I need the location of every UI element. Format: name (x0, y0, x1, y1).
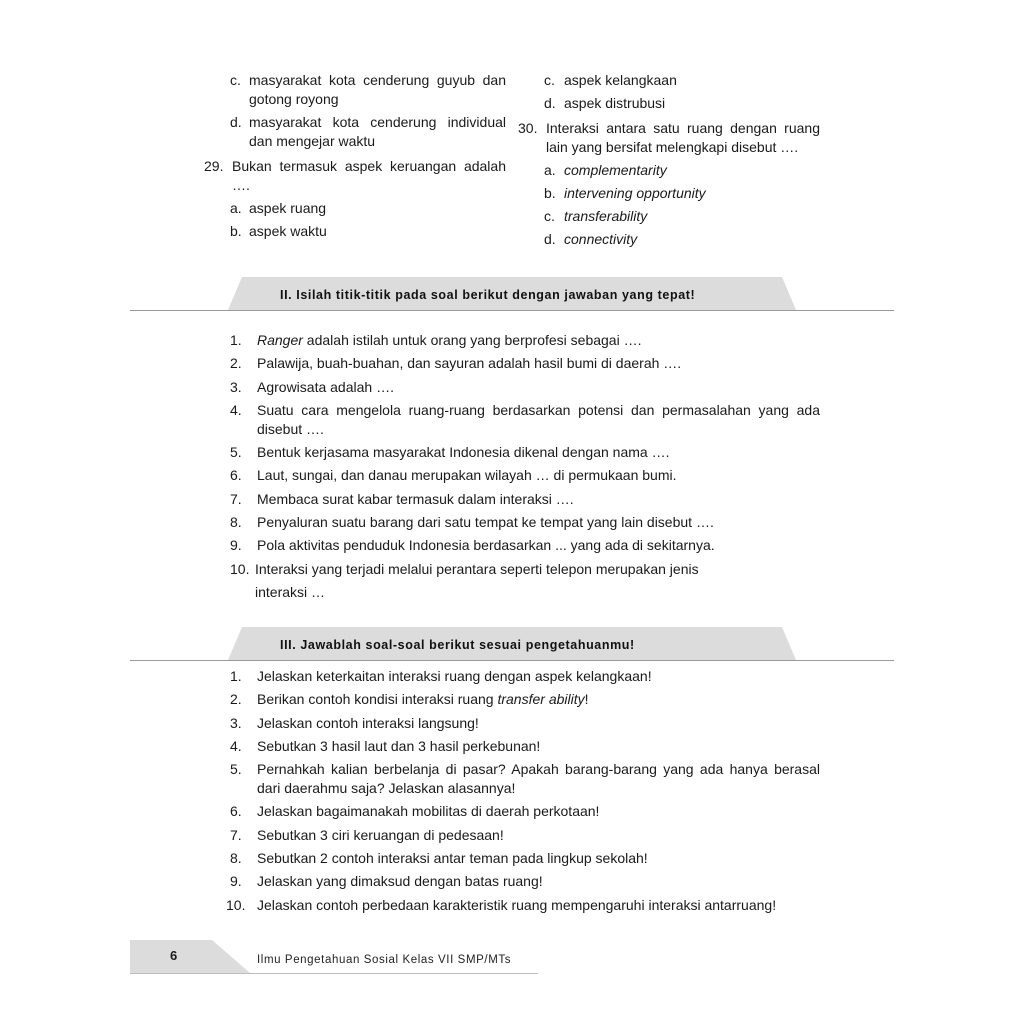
item-number: 3. (230, 378, 242, 395)
item-text: Palawija, buah-buahan, dan sayuran adalah hasil bumi di daerah …. (257, 355, 682, 372)
item-number: 7. (230, 826, 242, 843)
item-number: 8. (230, 850, 242, 867)
item-number: 3. (230, 714, 242, 731)
option-d (204, 113, 506, 151)
item-text: Pernahkah kalian berbelanja di pasar? Apakah barang-barang yang ada hanya berasal dari daerahmu saja? Jelaskan alasannya! (257, 761, 820, 797)
option-a (204, 199, 506, 218)
item-number: 5. (230, 761, 242, 778)
item-number: 5. (230, 444, 242, 461)
page-footer (130, 940, 538, 974)
list-item (230, 690, 820, 709)
option-text: connectivity (564, 231, 638, 247)
list-item (230, 667, 820, 686)
header-rule (130, 660, 894, 661)
section-2-header (130, 277, 894, 313)
page-number: 6 (170, 948, 178, 963)
list-item (230, 872, 820, 891)
item-number: 2. (230, 355, 242, 372)
item-text-end: ! (584, 691, 589, 708)
option-text: aspek kelangkaan (564, 72, 677, 88)
item-number: 1. (230, 332, 242, 348)
section-3-list (226, 667, 820, 919)
item-number: 1. (230, 668, 242, 684)
section-3-header (130, 627, 894, 663)
item-text: Jelaskan yang dimaksud dengan batas ruang! (257, 873, 543, 890)
item-text: Jelaskan bagaimanakah mobilitas di daerah perkotaan! (257, 803, 600, 820)
list-item (230, 826, 820, 845)
item-text: Suatu cara mengelola ruang-ruang berdasarkan potensi dan permasalahan yang ada disebut …. (257, 401, 820, 437)
item-number: 6. (230, 803, 242, 820)
section-2-list (230, 331, 820, 606)
right-column (518, 71, 820, 253)
item-text: Jelaskan contoh interaksi langsung! (257, 714, 479, 731)
question-number: 29. (204, 158, 224, 174)
section-3-title: III. Jawablah soal-soal berikut sesuai pengetahuanmu! (280, 638, 635, 652)
option-letter: d. (544, 231, 556, 247)
list-item (230, 331, 820, 350)
question-text: Interaksi antara satu ruang dengan ruang lain yang bersifat melengkapi disebut …. (546, 120, 820, 155)
option-c (518, 71, 820, 90)
option-letter: c. (230, 72, 241, 88)
list-item (230, 443, 820, 462)
page-number-tab (130, 940, 250, 973)
item-text: Bentuk kerjasama masyarakat Indonesia dikenal dengan nama …. (257, 444, 670, 461)
list-item (230, 378, 820, 397)
option-c (204, 71, 506, 109)
book-title: Ilmu Pengetahuan Sosial Kelas VII SMP/MTs (257, 954, 512, 966)
item-text: adalah istilah untuk orang yang berprofesi sebagai …. (302, 332, 642, 348)
option-letter: c. (544, 72, 555, 88)
item-number: 2. (230, 691, 242, 708)
option-text: masyarakat kota cenderung guyub dan gotong royong (249, 72, 506, 107)
question-text: Bukan termasuk aspek keruangan adalah …. (232, 158, 506, 193)
item-number: 4. (230, 737, 242, 754)
list-item (230, 513, 820, 532)
item-number: 9. (230, 873, 242, 890)
list-item (230, 560, 820, 602)
item-number: 8. (230, 514, 242, 531)
option-text: aspek waktu (249, 223, 327, 239)
option-text: masyarakat kota cenderung individual dan mengejar waktu (249, 114, 506, 149)
option-letter: b. (230, 223, 242, 239)
list-item (230, 849, 820, 868)
item-text: Sebutkan 3 hasil laut dan 3 hasil perkebunan! (257, 737, 541, 754)
option-b (518, 184, 820, 203)
list-item (230, 536, 820, 555)
item-text: Laut, sungai, dan danau merupakan wilayah … di permukaan bumi. (257, 467, 677, 484)
item-number: 9. (230, 537, 242, 554)
item-text: Pola aktivitas penduduk Indonesia berdasarkan ... yang ada di sekitarnya. (257, 537, 715, 554)
header-rule (130, 310, 894, 311)
option-letter: d. (230, 114, 242, 130)
item-text: Interaksi yang terjadi melalui perantara seperti telepon merupakan jenis (255, 560, 699, 577)
footer-rule (130, 973, 538, 974)
option-text: aspek ruang (249, 200, 327, 216)
item-text: Jelaskan contoh perbedaan karakteristik ruang mempengaruhi interaksi antarruang! (257, 896, 777, 913)
option-letter: d. (544, 95, 556, 111)
section-2-title: II. Isilah titik-titik pada soal berikut dengan jawaban yang tepat! (280, 288, 696, 302)
list-item (230, 714, 820, 733)
list-item (230, 354, 820, 373)
item-text: Sebutkan 2 contoh interaksi antar teman pada lingkup sekolah! (257, 850, 648, 867)
item-number: 10. (226, 896, 246, 913)
option-letter: c. (544, 208, 555, 224)
option-letter: a. (230, 200, 242, 216)
list-item (230, 737, 820, 756)
item-text: Jelaskan keterkaitan interaksi ruang dengan aspek kelangkaan! (257, 668, 652, 684)
item-text: Membaca surat kabar termasuk dalam interaksi …. (257, 490, 574, 507)
option-text: aspek distrubusi (564, 95, 666, 111)
question-29 (204, 157, 506, 195)
option-letter: a. (544, 162, 556, 178)
question-30 (518, 119, 820, 157)
item-number: 4. (230, 401, 242, 418)
option-text: intervening opportunity (564, 185, 706, 201)
item-text: Penyaluran suatu barang dari satu tempat ke tempat yang lain disebut …. (257, 514, 714, 531)
list-item (230, 401, 820, 439)
list-item (230, 490, 820, 509)
list-item (230, 760, 820, 798)
list-item (230, 466, 820, 485)
item-number: 6. (230, 467, 242, 484)
option-text: complementarity (564, 162, 667, 178)
option-letter: b. (544, 185, 556, 201)
italic-term: Ranger (257, 332, 303, 348)
option-b (204, 222, 506, 241)
item-text: Sebutkan 3 ciri keruangan di pedesaan! (257, 826, 504, 843)
option-d (518, 230, 820, 249)
list-item (226, 896, 820, 915)
item-text: Berikan contoh kondisi interaksi ruang (257, 691, 498, 708)
left-column (204, 71, 506, 245)
italic-term: transfer ability (497, 691, 585, 708)
list-item (230, 802, 820, 821)
item-number: 7. (230, 490, 242, 507)
option-text: transferability (564, 208, 648, 224)
item-number: 10. (230, 560, 250, 577)
option-d (518, 94, 820, 113)
item-text: Agrowisata adalah …. (257, 378, 394, 395)
question-number: 30. (518, 120, 538, 136)
option-a (518, 161, 820, 180)
option-c (518, 207, 820, 226)
item-text-continued: interaksi … (255, 583, 326, 600)
